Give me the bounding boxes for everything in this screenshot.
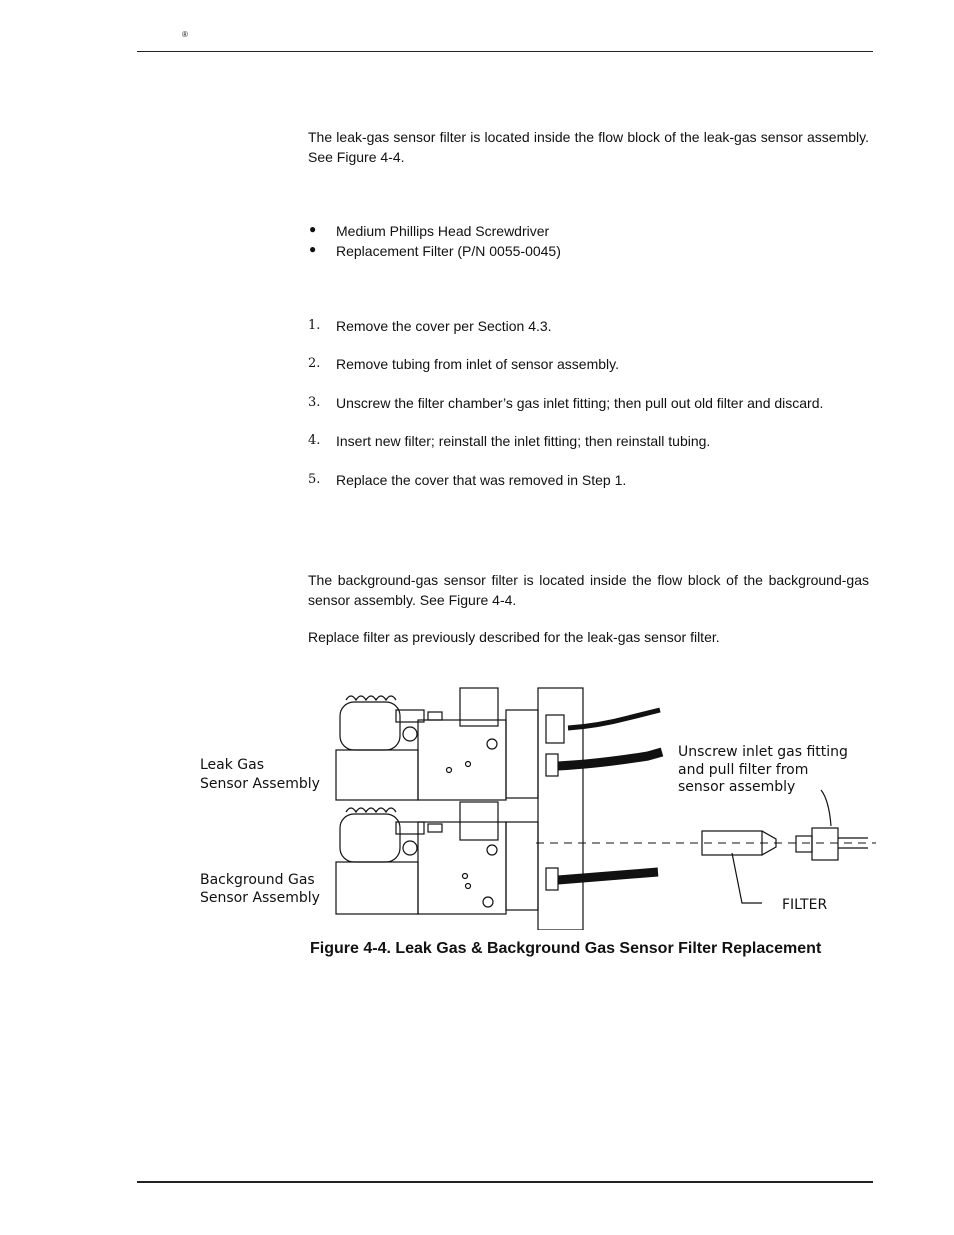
bullet-icon: ● (309, 242, 317, 256)
sensor-filter-diagram (196, 680, 878, 930)
background-gas-sensor-assembly (336, 802, 506, 914)
label-leak-gas: Leak Gas (200, 757, 265, 773)
step-number: 1. (308, 318, 321, 333)
footer-rule (137, 1181, 873, 1183)
panel-wall (538, 688, 583, 930)
callout-line-3: sensor assembly (678, 779, 796, 795)
intro-paragraph: The leak-gas sensor filter is located inside the flow block of the leak-gas sensor assembly. See Figure 4-4. (308, 129, 869, 165)
step-text: Replace the cover that was removed in Step 1. (336, 472, 627, 488)
callout-line-1: Unscrew inlet gas fitting (678, 744, 848, 760)
step-number: 4. (308, 433, 321, 448)
leak-gas-sensor-assembly (336, 688, 506, 800)
step-text: Insert new filter; reinstall the inlet fitting; then reinstall tubing. (336, 433, 711, 449)
replace-paragraph: Replace filter as previously described for the leak-gas sensor filter. (308, 629, 720, 645)
tool-item: Replacement Filter (P/N 0055-0045) (336, 243, 561, 259)
label-background-sensor-assembly: Sensor Assembly (200, 890, 320, 906)
step-text: Remove the cover per Section 4.3. (336, 318, 552, 334)
step-text: Remove tubing from inlet of sensor assembly. (336, 356, 619, 372)
step-number: 5. (308, 472, 321, 487)
background-paragraph: The background-gas sensor filter is located inside the flow block of the background-gas sensor assembly. See Figure 4-4. (308, 572, 869, 608)
tool-item: Medium Phillips Head Screwdriver (336, 223, 550, 239)
label-background-gas: Background Gas (200, 872, 315, 888)
header-rule (137, 51, 873, 52)
registered-mark: ® (182, 30, 188, 39)
step-number: 3. (308, 395, 321, 410)
label-leak-sensor-assembly: Sensor Assembly (200, 776, 320, 792)
step-text: Unscrew the filter chamber’s gas inlet fitting; then pull out old filter and discard. (336, 395, 824, 411)
step-number: 2. (308, 356, 321, 371)
callout-line-2: and pull filter from (678, 762, 809, 778)
filter-label: FILTER (782, 897, 828, 913)
inlet-fitting (812, 828, 838, 860)
figure-caption: Figure 4-4. Leak Gas & Background Gas Sensor Filter Replacement (310, 940, 822, 957)
bullet-icon: ● (309, 222, 317, 236)
